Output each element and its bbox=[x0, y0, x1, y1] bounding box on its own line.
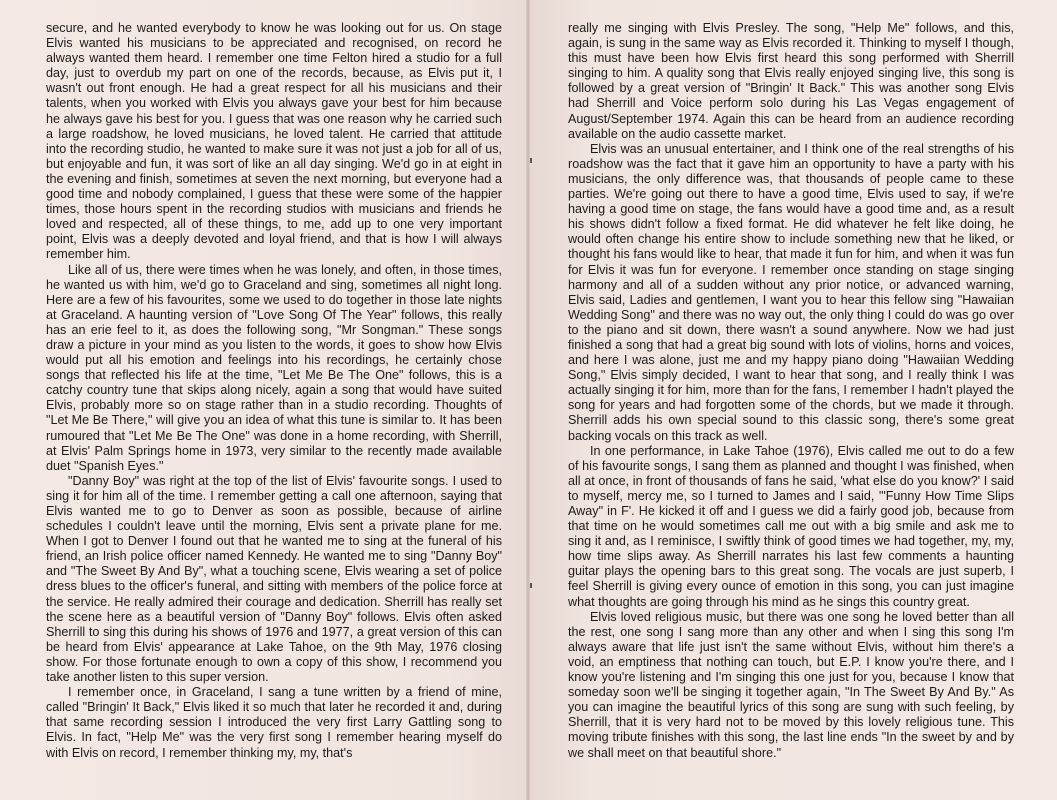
margin-mark bbox=[530, 583, 532, 588]
right-page bbox=[528, 0, 1057, 800]
right-paragraph-2: Elvis was an unusual entertainer, and I think one of the real strengths of his roadshow was the fact that it gave him an opportunity to have a party with his musicians, the only difference was, that thousands of people came to these parties. We're going out there to have a good time, Elvis used to say, if we're having a good time on stage, the fans would have a good time and, as a result his shows didn't follow a fixed format. He did whatever he felt like doing, he would often change his entire show to include something new that he liked, or thought his fans would like to hear, that made it fun for him, and when it was fun for Elvis it was fun for everyone. I remember once standing on stage singing harmony and all of a sudden without any prior notice, or advanced warning, Elvis said, Ladies and gentlemen, I want you to hear this fellow sing "Hawaiian Wedding Song" and there was no way out, the only thing I could do was go over to the piano and sit down, there wasn't a sound anywhere. Now we had just finished a song that had a great big sound with lots of violins, horns and voices, and here I was alone, just me and my happy piano doing "Hawaiian Wedding Song," Elvis simply decided, I want to hear that song, and I really think I was actually singing it for him, more than for the fans, I remember I hadn't played the song for years and had forgotten some of the chords, but we made it through. Sherrill adds his own special sound to this classic song, there's some great backing vocals on this track as well. bbox=[568, 141, 1014, 443]
right-paragraph-1: really me singing with Elvis Presley. The song, "Help Me" follows, and this, again, is sung in the same way as Elvis recorded it. Thinking to myself I though, this must have been how Elvis first heard this song performed with Sherrill singing to him. A quality song that Elvis really enjoyed singing live, this song is followed by a great version of "Bringin' It Back." This was another song Elvis had Sherrill and Voice perform solo during his Las Vegas engagement of August/September 1974. Again this can be heard from an audience recording available on the audio cassette market. bbox=[568, 21, 1014, 141]
page-gutter bbox=[526, 0, 530, 800]
left-paragraph-4: I remember once, in Graceland, I sang a tune written by a friend of mine, called "Bringin' It Back," Elvis liked it so much that later he recorded it and, during that same recording session I introduced the very first Larry Gattling song to Elvis. In fact, "Help Me" was the very first song I remember hearing myself do with Elvis on record, I remember thinking my, my, that's bbox=[46, 685, 502, 760]
left-page bbox=[0, 0, 528, 800]
right-paragraph-3: In one performance, in Lake Tahoe (1976), Elvis called me out to do a few of his favourite songs, I sang them as planned and thought I was finished, when all at once, in front of thousands of fans he said, 'what else do you know?' I said to myself, mercy me, so I turned to James and I said, '"Funny How Time Slips Away" in F'. He kicked it off and I guess we did a fairly good job, because from that time on he would sometimes call me out with a big smile and ask me to sing it and, as I reminisce, I swiftly think of good times we had together, my, my, how time slips away. As Sherrill narrates his last few comments a haunting guitar plays the opening bars to this great song. The vocals are just superb, I feel Sherrill is giving every ounce of emotion in this song, you can just imagine what thoughts are going through his mind as he sings this country great. bbox=[568, 443, 1014, 609]
left-paragraph-1: secure, and he wanted everybody to know he was looking out for us. On stage Elvis wanted his musicians to be appreciated and recognised, on record he always wanted them heard. I remember one time Felton hired a studio for a full day, just to overdub my part on one of the records, because, as Elvis put it, I wasn't out front enough. He had a great respect for all his musicians and their talents, when you worked with Elvis you always gave your best for him because he always gave his best for you. I guess that was one reason why he carried such a large roadshow, he loved musicians, he loved talent. He carried that attitude into the recording studio, he wanted to make sure it was not just a job for all of us, but enjoyable and fun, it was sort of like an all day singing. We'd go in at eight in the evening and finish, sometimes at seven the next morning, but everyone had a good time and nobody complained, I guess that these were some of the happier times, those hours spent in the recording studios with musicians and friends he loved and respected, all of these things, to me, add up to one very important point, Elvis was a deeply devoted and loyal friend, and that is how I will always remember him. bbox=[46, 21, 502, 262]
right-paragraph-4: Elvis loved religious music, but there was one song he loved better than all the rest, one song I sang more than any other and when I sing this song I'm always aware that life just isn't the same without Elvis, without him there's a void, an emptiness that nothing can touch, but E.P. I know you're there, and I know you're listening and I'm singing this one just for you, because I know that someday soon we'll be singing it together again, "In The Sweet By And By." As you can imagine the beautiful lyrics of this song are sung with such feeling, by Sherrill, that it is very hard not to be moved by this lovely religious tune. This moving tribute finishes with this song, the last line ends "In the sweet by and by we shall meet on that beautiful shore." bbox=[568, 609, 1014, 760]
margin-mark bbox=[530, 158, 532, 163]
left-paragraph-3: "Danny Boy" was right at the top of the list of Elvis' favourite songs. I used to sing it for him all of the time. I remember getting a call one afternoon, saying that Elvis wanted me to go to Denver as soon as possible, because of airline schedules I couldn't leave until the morning, Elvis sent a private plane for me. When I got to Denver I found out that he wanted me to sing at the funeral of his friend, an Irish police officer named Kennedy. He wanted me to sing "Danny Boy" and "The Sweet By And By", what a touching scene, Elvis wearing a set of police dress blues to the officer's funeral, and sitting with members of the police force at the service. He really admired their courage and dedication. Sherrill has really set the scene here as a beautiful version of "Danny Boy" follows. Elvis often asked Sherrill to sing this during his shows of 1976 and 1977, a great version of this can be heard from Elvis' appearance at Lake Tahoe, on the 9th May, 1976 closing show. For those fortunate enough to own a copy of this show, I recommend you take another listen to this super version. bbox=[46, 473, 502, 685]
left-paragraph-2: Like all of us, there were times when he was lonely, and often, in those times, he wanted us with him, we'd go to Graceland and sing, sometimes all night long. Here are a few of his favourites, some we used to do together in those late nights at Graceland. A haunting version of "Love Song Of The Year" follows, this really has an erie feel to it, as does the following song, "Mr Songman." These songs draw a picture in your mind as you listen to the words, it goes to show how Elvis would put all his emotion and feelings into his recordings, he certainly chose songs that reflected his life at the time, "Let Me Be The One" follows, this is a catchy country tune that skips along nicely, again a song that would have suited Elvis, probably more so on stage rather than in a studio recording. Thoughts of "Let Me Be There," will give you an idea of what this tune is similar to. It has been rumoured that "Let Me Be The One" was done in a home recording, with Sherrill, at Elvis' Palm Springs home in 1973, very similar to the recently made available duet "Spanish Eyes." bbox=[46, 262, 502, 473]
